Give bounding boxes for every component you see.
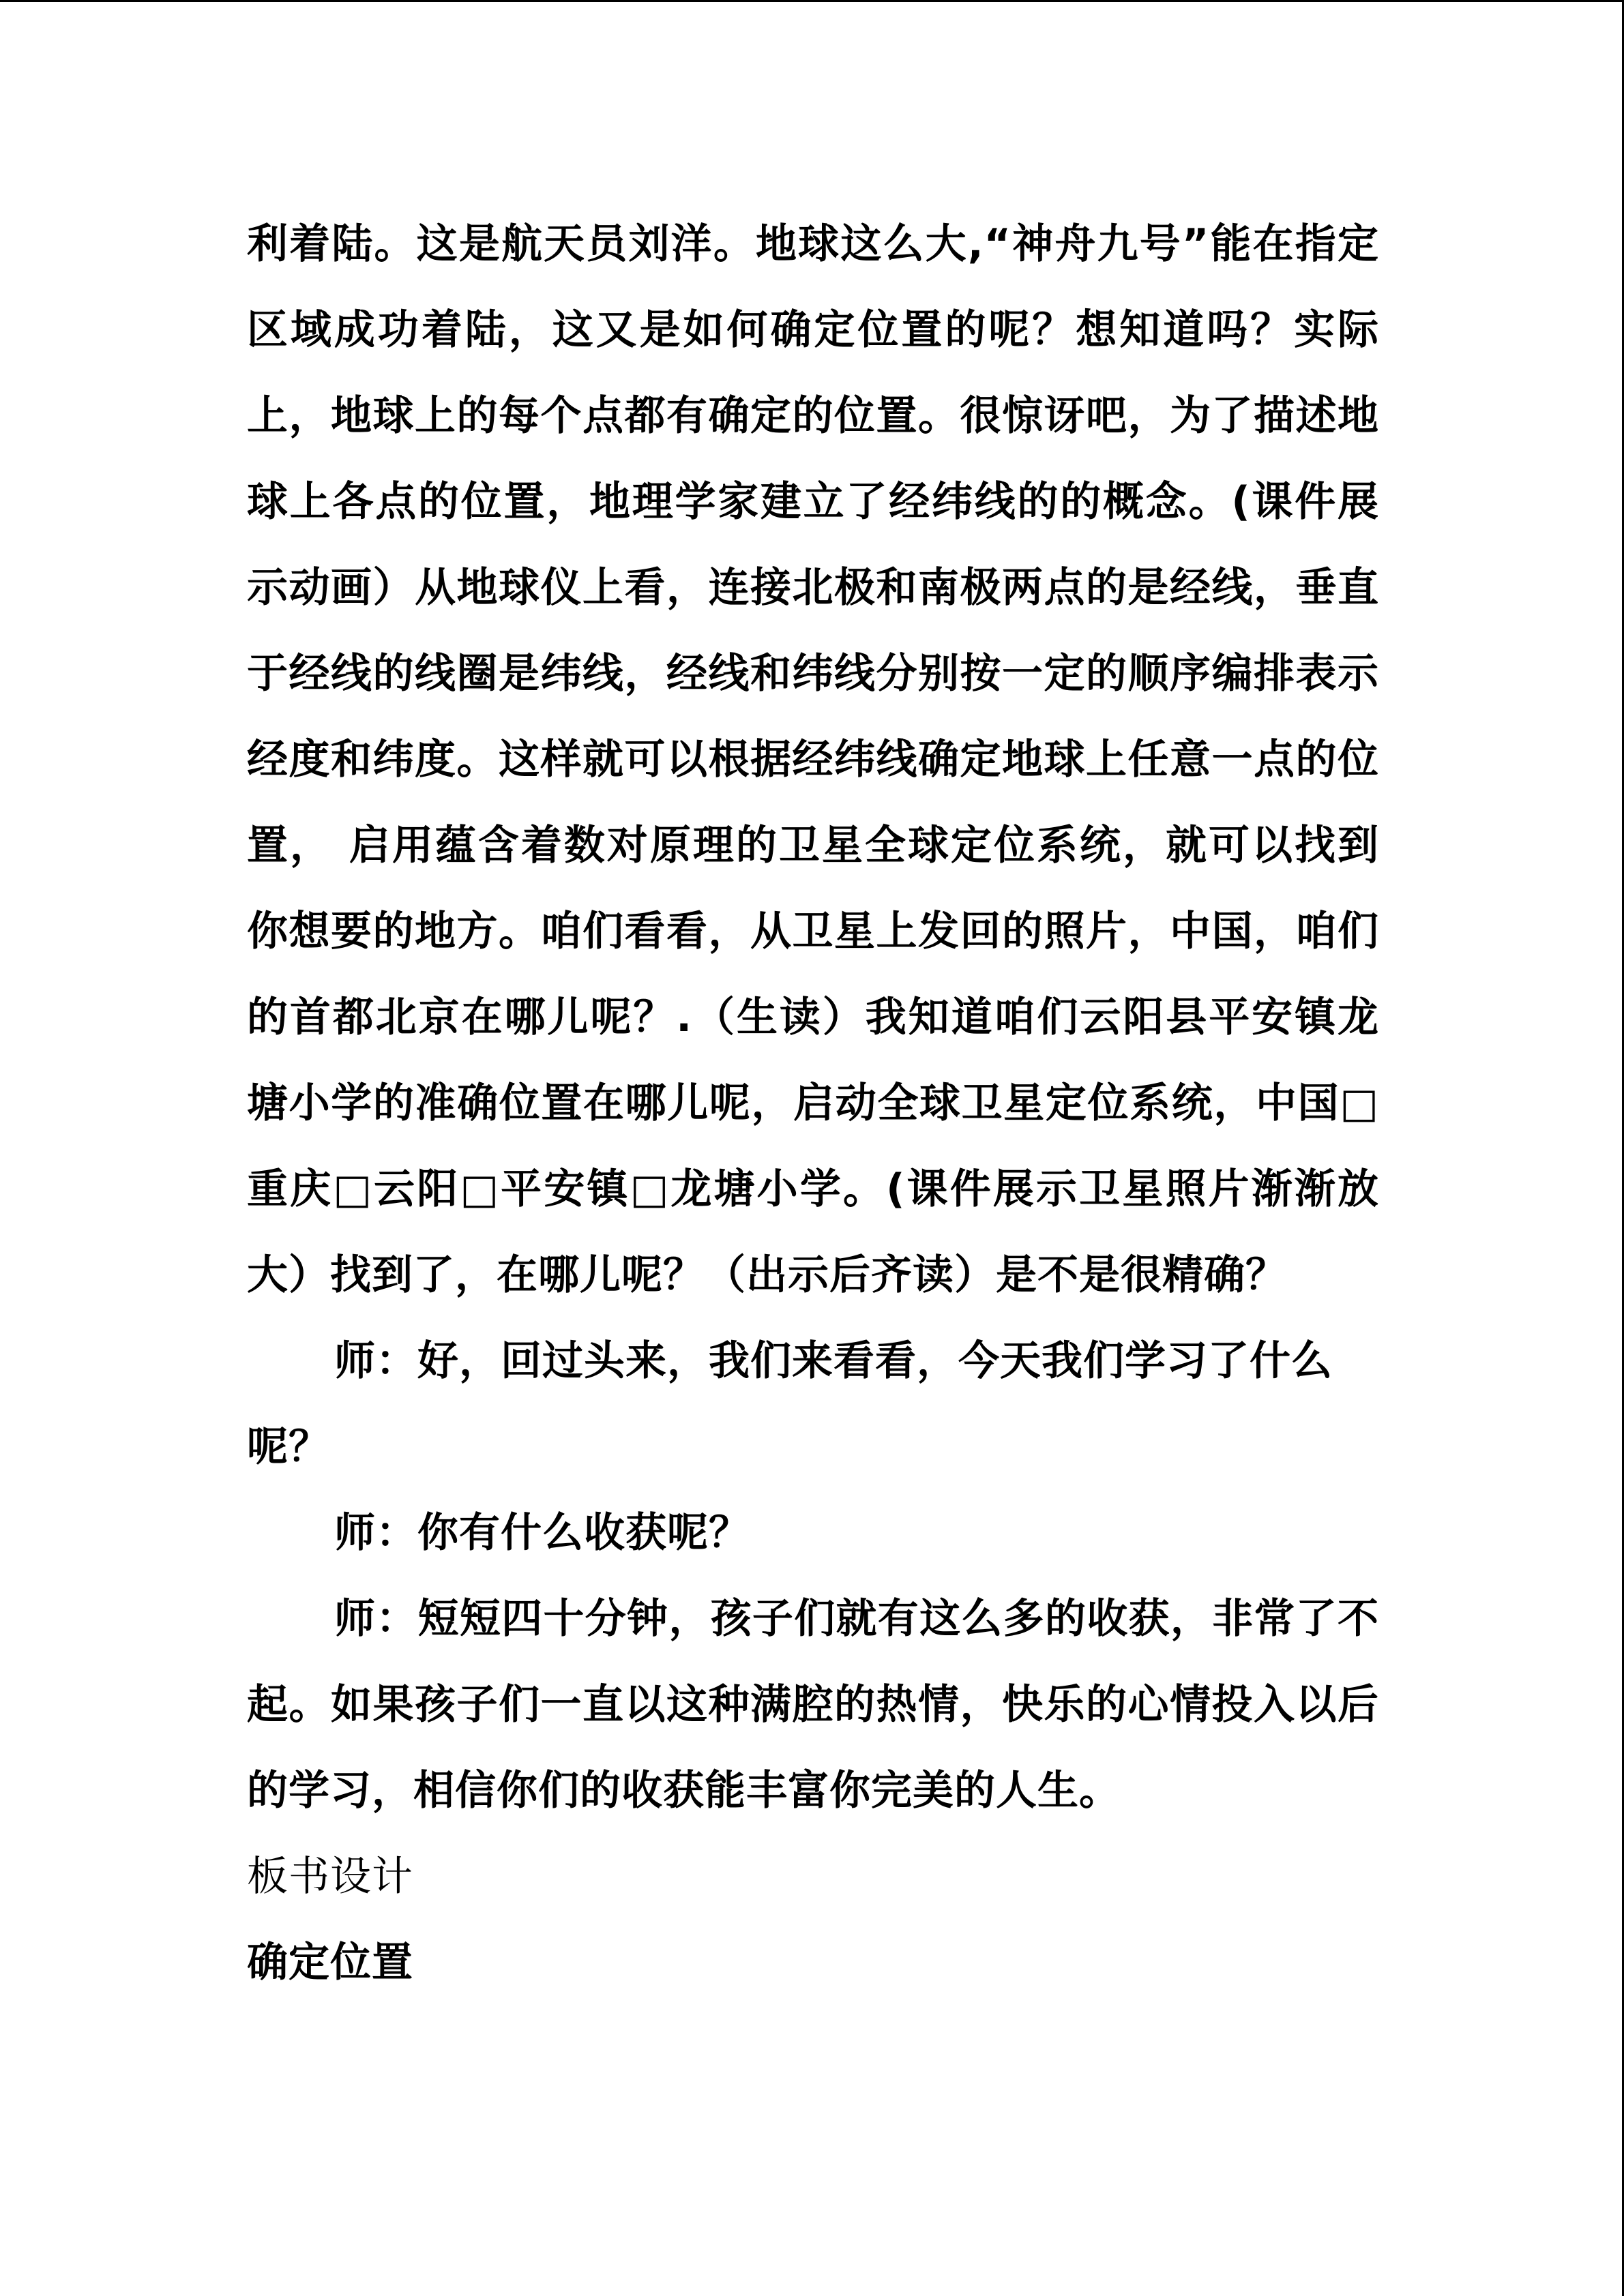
board-design-label: 板书设计 xyxy=(247,1853,413,1900)
paragraph-teacher-review: 师：好，回过头来，我们来看看，今天我们学习了什么呢？ xyxy=(247,1337,1333,1471)
paragraph-teacher-question: 师：你有什么收获呢？ xyxy=(334,1509,750,1557)
paragraph-teacher-summary: 师：短短四十分钟，孩子们就有这么多的收获，非常了不起。如果孩子们一直以这种满腔的热情，快乐的心情投入以后的学习，相信你们的收获能丰富你完美的人生。 xyxy=(247,1595,1379,1815)
page-top-border xyxy=(0,0,1624,2)
paragraph-lesson-narrative: 利着陆。这是航天员刘洋。地球这么大,“神舟九号”能在指定区域成功着陆，这又是如何确定位置的呢？想知道吗？实际上，地球上的每个点都有确定的位置。很惊讶吧，为了描述地球上各点的位置，地理学家建立了经纬线的的概念。(课件展示动画）从地球仪上看，连接北极和南极两点的是经线，垂直于经线的线圈是纬线，经线和纬线分别按一定的顺序编排表示经度和纬度。这样就可以根据经纬线确定地球上任意一点的位置， 启用蕴含着数对原理的卫星全球定位系统，就可以找到你想要的地方。咱们看看，从卫星上发回的照片，中国，咱们的首都北京在哪儿呢？.（生读）我知道咱们云阳县平安镇龙塘小学的准确位置在哪儿呢，启动全球卫星定位系统，中国□重庆□云阳□平安镇□龙塘小学。(课件展示卫星照片渐渐放大）找到了，在哪儿呢？（出示后齐读）是不是很精确？ xyxy=(247,220,1379,1299)
board-design-title: 确定位置 xyxy=(247,1939,413,1986)
document-body xyxy=(247,201,1379,2006)
